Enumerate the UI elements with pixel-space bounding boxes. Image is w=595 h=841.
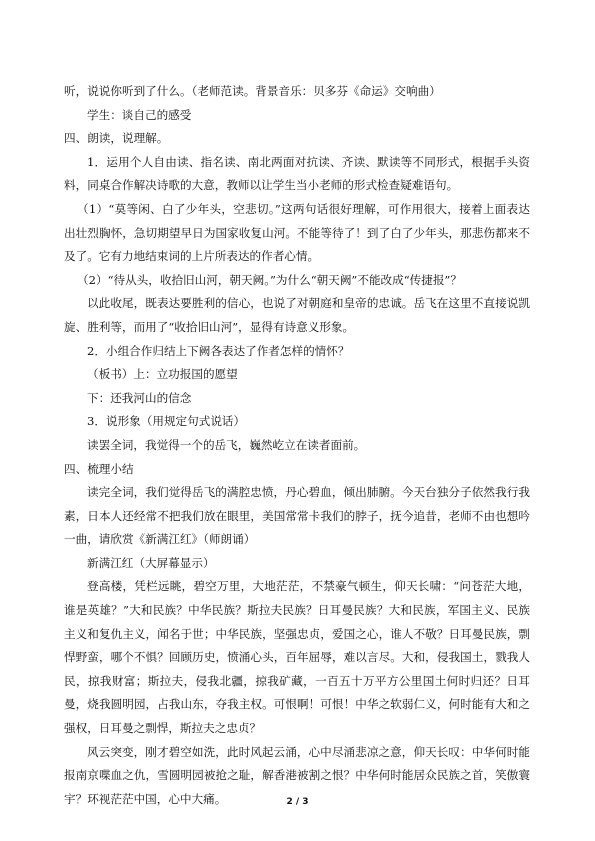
page-body [64, 80, 530, 811]
paragraph-listen: 听，说说你听到了什么。（老师范读。背景音乐：贝多芬《命运》交响曲） [64, 84, 441, 98]
paragraph-poem-part-1: 登高楼，凭栏远眺，碧空万里，大地茫茫，不禁豪气顿生，仰天长啸：“问苍茫大地，谁是英雄？”大和民族？中华民族？斯拉夫民族？日耳曼民族？大和民族，军国主义、民族主义和复仇主义，闻名于世；中华民族，坚强忠贞，爱国之心，谁人不敬？日耳曼民族，剽悍野蛮，哪个不惧？回顾历史，愤涌心头，百年屈辱，难以言尽。大和，侵我国土，戮我人民，掠我财富；斯拉夫，侵我北疆，掠我矿藏，一百五十万平方公里国土何时归还？日耳曼，烧我圆明园，占我山东，夺我主权。可恨啊！可恨！中华之软弱仁义，何时能有大和之强权，日耳曼之剽悍，斯拉夫之忠贞？ [64, 579, 530, 736]
paragraph-blackboard-lower: 下：还我河山的信念 [87, 390, 192, 405]
paragraph-summary: 读完全词，我们觉得岳飞的满腔忠愤，丹心碧血，倾出肺腑。今天台独分子依然我行我素，日本人还经常不把我们放在眼里，美国常常卡我们的脖子，抚今追昔，老师不由也想吟一曲，请欣赏《新满江红》（师朗诵） [64, 485, 530, 547]
paragraph-student-feelings: 学生：谈自己的感受 [87, 107, 192, 122]
paragraph-poem-part-2: 风云突变，刚才碧空如洗，此时风起云涌，心中尽涌悲凉之意，仰天长叹：中华何时能报南京喋血之仇，雪圆明园被抢之耻，解香港被割之恨？中华何时能居众民族之首，笑傲寰宇？环视茫茫中国，心中大痛。 [64, 744, 530, 806]
paragraph-blackboard-upper: （板书）上：立功报国的愿望 [87, 367, 238, 382]
paragraph-step-1: 1．运用个人自由读、指名读、南北两面对抗读、齐读、默读等不同形式，根据手头资料，同桌合作解决诗歌的大意，教师以让学生当小老师的形式检查疑难语句。 [64, 154, 530, 193]
section-heading-reading: 四、朗读，说理解。 [64, 131, 169, 146]
paragraph-poem-title: 新满江红（大屏幕显示） [87, 555, 215, 570]
page-number: 2 / 3 [286, 797, 309, 807]
paragraph-step-2: 2．小组合作归结上下阙各表达了作者怎样的情怀？ [87, 343, 350, 358]
paragraph-sentence-pattern: 读罢全词，我觉得一个的岳飞，巍然屹立在读者面前。 [87, 437, 366, 452]
paragraph-question-1: （1）“莫等闲、白了少年头，空悲切。”这两句话很好理解，可作用很大，接着上面表达出壮烈胸怀，急切期望早日为国家收复山河。不能等待了！到了白了少年头，那悲伤都来不及了。它有力地结束词的上片所表达的作者心情。 [64, 201, 530, 264]
section-heading-summary: 四、梳理小结 [64, 461, 134, 476]
paragraph-question-2: （2）“待从头，收拾旧山河，朝天阙。”为什么“朝天阙”不能改成“传捷报”？ [77, 272, 462, 287]
paragraph-step-3: 3．说形象（用规定句式说话） [87, 414, 246, 429]
paragraph-answer-2: 以此收尾，既表达要胜利的信心，也说了对朝庭和皇帝的忠诚。岳飞在这里不直接说凯旋、胜利等，而用了“收拾旧山河”，显得有诗意义形象。 [64, 296, 530, 334]
